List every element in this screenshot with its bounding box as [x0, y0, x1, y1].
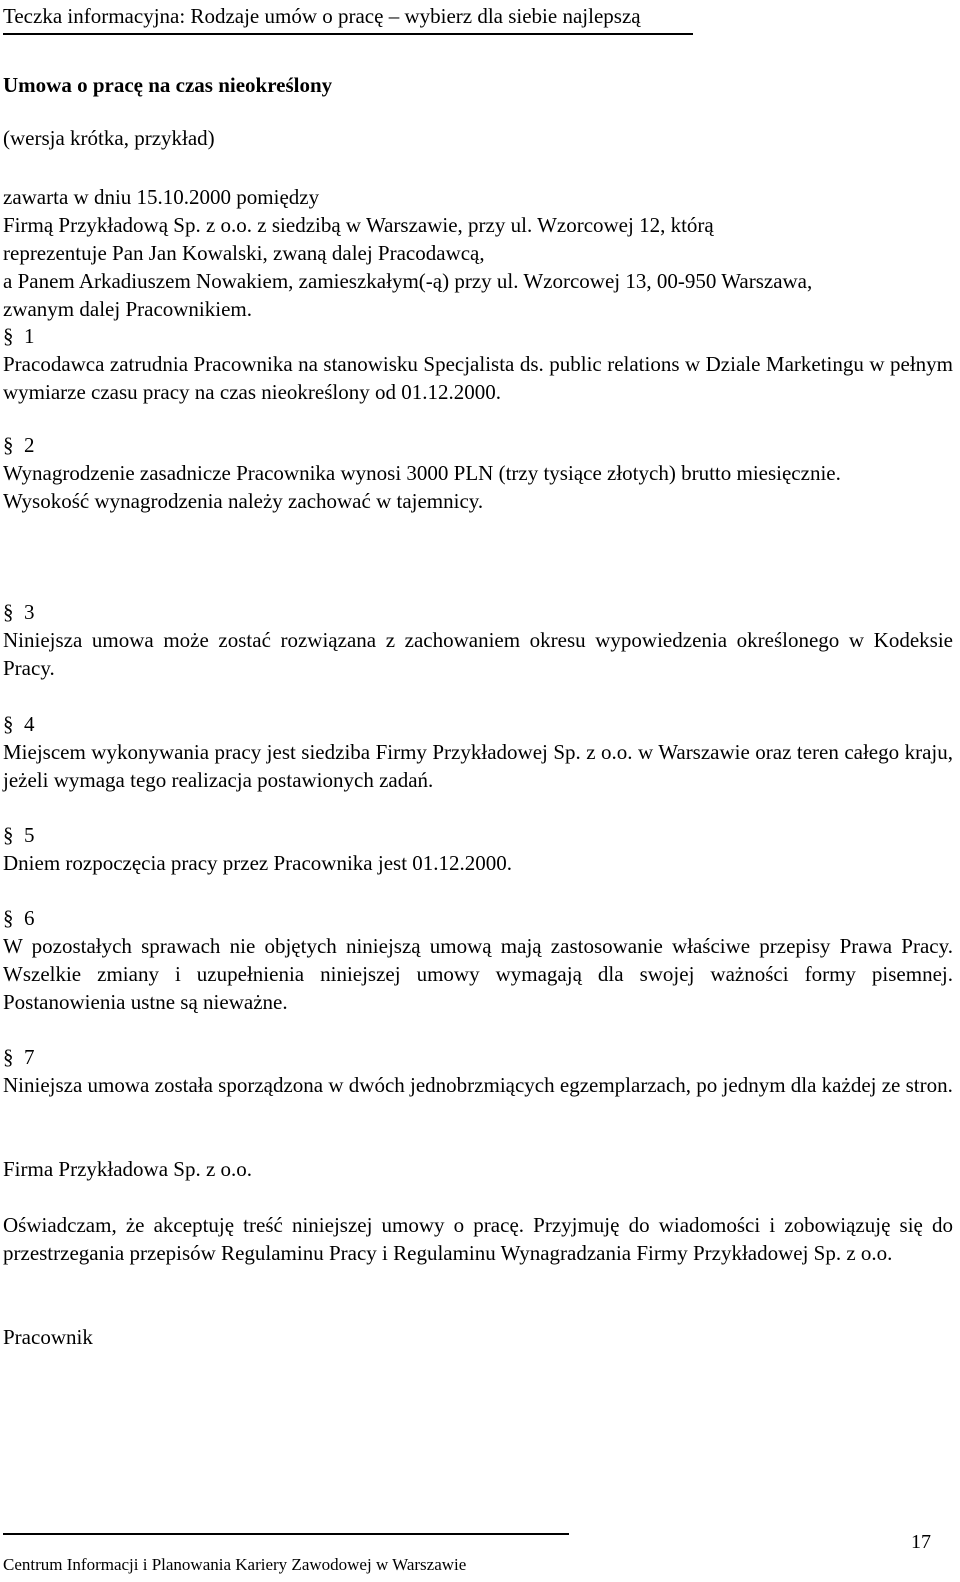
parties-line: reprezentuje Pan Jan Kowalski, zwaną dalej Pracodawcą,: [3, 241, 485, 265]
header-divider: [3, 33, 693, 35]
employee-signature: Pracownik: [3, 1325, 93, 1349]
company-signature: Firma Przykładowa Sp. z o.o.: [3, 1157, 253, 1181]
section-2: [3, 431, 953, 515]
section-text: Pracodawca zatrudnia Pracownika na stanowisku Specjalista ds. public relations w Dziale Marketingu w pełnym wymiarze czasu pracy na czas nieokreślony od 01.12.2000.: [3, 352, 953, 404]
section-5: [3, 821, 953, 877]
section-text: Miejscem wykonywania pracy jest siedziba Firmy Przykładowej Sp. z o.o. w Warszawie oraz teren całego kraju, jeżeli wymaga tego realizacja postawionych zadań.: [3, 740, 953, 792]
parties-line: a Panem Arkadiuszem Nowakiem, zamieszkałym(-ą) przy ul. Wzorcowej 13, 00-950 Warszawa,: [3, 269, 813, 293]
document-subtitle: (wersja krótka, przykład): [3, 126, 215, 150]
section-symbol: §: [3, 600, 14, 624]
parties-line: zwanym dalej Pracownikiem.: [3, 297, 253, 321]
section-7: [3, 1043, 953, 1099]
section-text: Niniejsza umowa może zostać rozwiązana z zachowaniem okresu wypowiedzenia określonego w Kodeksie Pracy.: [3, 628, 953, 680]
section-symbol: §: [3, 324, 14, 348]
section-number: 1: [24, 324, 35, 348]
section-4: [3, 710, 953, 794]
section-number: 5: [24, 823, 35, 847]
section-1: [3, 322, 953, 406]
parties-line: zawarta w dniu 15.10.2000 pomiędzy: [3, 185, 320, 209]
header-title: Teczka informacyjna: Rodzaje umów o pracę – wybierz dla siebie najlepszą: [3, 4, 641, 28]
footer-divider: [3, 1533, 569, 1535]
section-symbol: §: [3, 433, 14, 457]
section-symbol: §: [3, 1045, 14, 1069]
section-number: 2: [24, 433, 35, 457]
section-6: [3, 904, 953, 1016]
footer-text: Centrum Informacji i Planowania Kariery Zawodowej w Warszawie: [3, 1555, 467, 1574]
document-page: [3, 0, 953, 1582]
declaration-text: Oświadczam, że akceptuję treść niniejszej umowy o pracę. Przyjmuję do wiadomości i zobowiązuję się do przestrzegania przepisów Regulaminu Pracy i Regulaminu Wynagradzania Firmy Przykładowej Sp. z o.o.: [3, 1213, 953, 1265]
section-number: 6: [24, 906, 35, 930]
section-number: 4: [24, 712, 35, 736]
section-text: Wynagrodzenie zasadnicze Pracownika wynosi 3000 PLN (trzy tysiące złotych) brutto miesięcznie.: [3, 461, 841, 485]
document-title: Umowa o pracę na czas nieokreślony: [3, 73, 333, 97]
parties-line: Firmą Przykładową Sp. z o.o. z siedzibą w Warszawie, przy ul. Wzorcowej 12, którą: [3, 213, 714, 237]
section-symbol: §: [3, 823, 14, 847]
section-text: Dniem rozpoczęcia pracy przez Pracownika jest 01.12.2000.: [3, 851, 513, 875]
employee-declaration: [3, 1211, 953, 1267]
section-text: Niniejsza umowa została sporządzona w dwóch jednobrzmiących egzemplarzach, po jednym dla każdej ze stron.: [3, 1073, 953, 1097]
page-number: 17: [911, 1531, 931, 1553]
section-symbol: §: [3, 712, 14, 736]
section-text: Wysokość wynagrodzenia należy zachować w tajemnicy.: [3, 489, 484, 513]
section-text: W pozostałych sprawach nie objętych niniejszą umową mają zastosowanie właściwe przepisy Prawa Pracy. Wszelkie zmiany i uzupełnienia niniejszej umowy wymagają dla swojej ważności formy pisemnej. Postanowienia ustne są nieważne.: [3, 934, 953, 1014]
section-3: [3, 598, 953, 682]
contract-parties: [3, 183, 953, 323]
section-number: 7: [24, 1045, 35, 1069]
section-number: 3: [24, 600, 35, 624]
section-symbol: §: [3, 906, 14, 930]
